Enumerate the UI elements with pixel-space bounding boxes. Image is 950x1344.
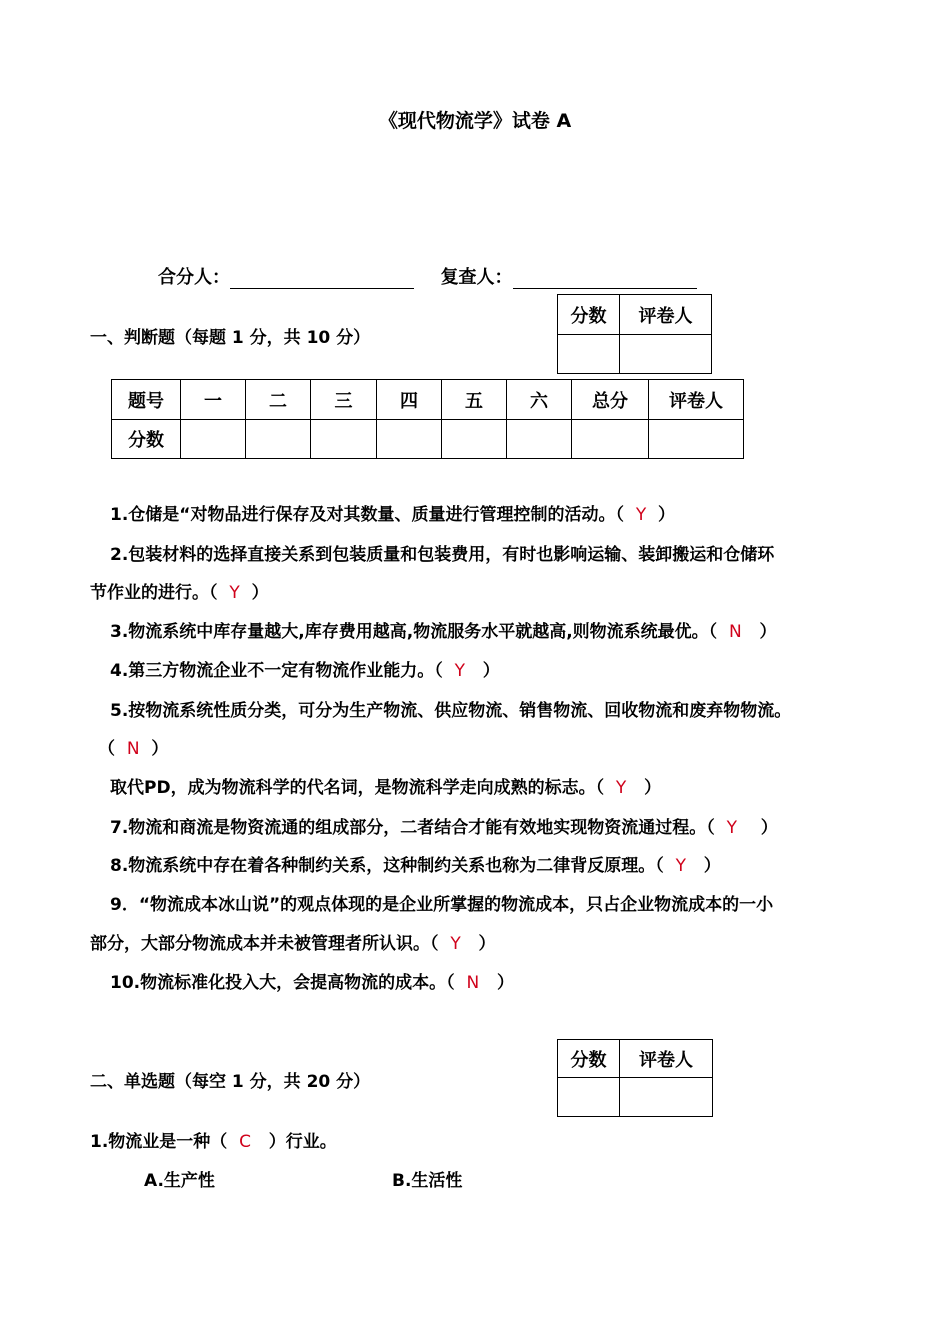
score-table-header: 六 [507,380,572,420]
grader-box-grader-cell[interactable] [620,335,712,374]
answer-mark: C [239,1132,252,1152]
score-table [111,379,744,459]
question-9-continuation: 部分，大部分物流成本并未被管理者所认识。（ Y ） [90,934,496,954]
question-2-continuation: 节作业的进行。（ Y ） [90,583,269,603]
score-cell[interactable] [507,420,572,459]
answer-mark: N [126,739,140,759]
check-label: 复查人： [440,267,513,288]
score-cell[interactable] [377,420,442,459]
answer-mark: Y [675,856,687,876]
grader-box-score-label: 分数 [558,295,620,335]
score-table-header: 四 [377,380,442,420]
score-table-header: 总分 [572,380,649,420]
question-2: 2.包装材料的选择直接关系到包装质量和包装费用，有时也影响运输、装卸搬运和仓储环 [110,545,775,565]
page-title: 《现代物流学》试卷 A [378,110,572,132]
grader-box-score-label: 分数 [558,1040,620,1078]
option-a: A.生产性 [144,1171,215,1191]
answer-mark: Y [615,778,627,798]
score-table-header: 三 [311,380,377,420]
score-table-header: 二 [246,380,311,420]
grader-box-grader-cell[interactable] [620,1078,713,1117]
score-table-header-row [112,380,744,420]
question-5: 5.按物流系统性质分类，可分为生产物流、供应物流、销售物流、回收物流和废弃物物流。 [110,701,792,721]
grader-box-score-cell[interactable] [558,1078,620,1117]
question-5-continuation: （ N ） [98,739,169,759]
option-b: B.生活性 [392,1171,463,1191]
question-6: 取代PD，成为物流科学的代名词，是物流科学走向成熟的标志。（ Y ） [110,778,662,798]
grader-box-grader-label: 评卷人 [620,1040,713,1078]
grader-box-2 [557,1039,713,1117]
answer-mark: Y [454,661,466,681]
question-3: 3.物流系统中库存量越大,库存费用越高,物流服务水平就越高,则物流系统最优。（ N ） [110,622,777,642]
score-cell[interactable] [246,420,311,459]
check-signature-field[interactable] [513,268,697,289]
total-label: 合分人： [158,267,230,288]
score-table-header: 题号 [112,380,181,420]
score-cell[interactable] [181,420,246,459]
grader-box-score-cell[interactable] [558,335,620,374]
answer-mark: N [466,973,480,993]
question-4: 4.第三方物流企业不一定有物流作业能力。（ Y ） [110,661,500,681]
grader-box-1 [557,294,712,374]
question-8: 8.物流系统中存在着各种制约关系，这种制约关系也称为二律背反原理。（ Y ） [110,856,721,876]
signature-line [158,263,697,289]
score-table-header: 评卷人 [649,380,744,420]
answer-mark: Y [450,934,461,954]
score-table-header: 五 [442,380,507,420]
score-cell[interactable] [649,420,744,459]
answer-mark: N [729,622,742,642]
question-7: 7.物流和商流是物资流通的组成部分，二者结合才能有效地实现物资流通过程。（ Y ） [110,818,778,838]
question-10: 10.物流标准化投入大，会提高物流的成本。（ N ） [110,973,514,993]
question-1: 1.仓储是“对物品进行保存及对其数量、质量进行管理控制的活动。（ Y ） [110,505,676,525]
score-cell[interactable] [572,420,649,459]
total-signature-field[interactable] [230,268,414,289]
section1-heading: 一、判断题（每题 1 分，共 10 分） [90,328,371,348]
score-cell[interactable] [442,420,507,459]
score-table-row-label: 分数 [112,420,181,459]
answer-mark: Y [635,505,647,525]
mc-question-1: 1.物流业是一种（ C ）行业。 [90,1132,337,1152]
section2-heading: 二、单选题（每空 1 分，共 20 分） [90,1072,371,1092]
score-table-score-row [112,420,744,459]
grader-box-grader-label: 评卷人 [620,295,712,335]
score-table-header: 一 [181,380,246,420]
score-cell[interactable] [311,420,377,459]
question-9: 9．“物流成本冰山说”的观点体现的是企业所掌握的物流成本，只占企业物流成本的一小 [110,895,774,915]
answer-mark: Y [726,818,738,838]
answer-mark: Y [229,583,240,603]
